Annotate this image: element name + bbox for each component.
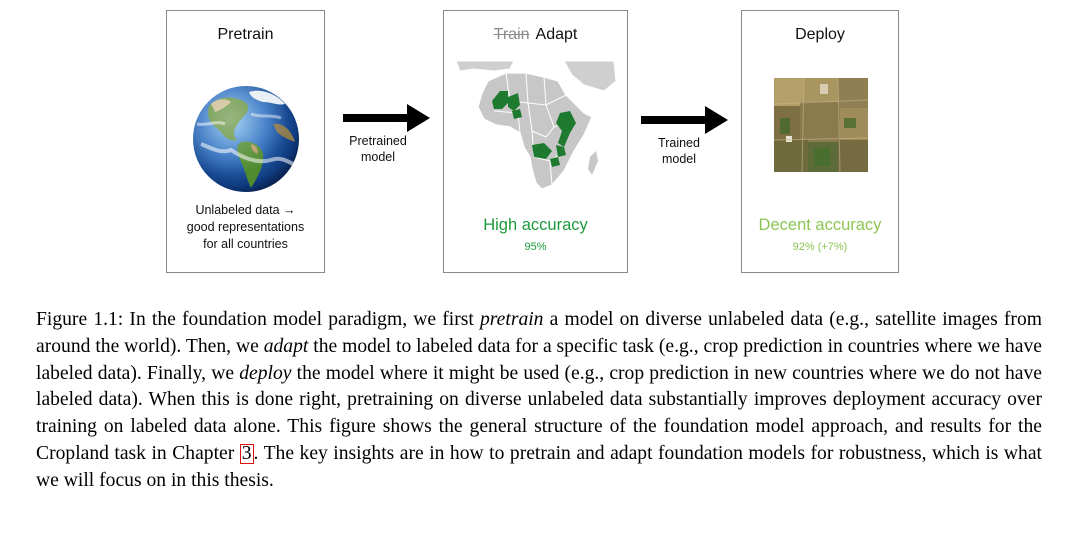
arrow-label-line: Pretrained bbox=[349, 134, 407, 148]
description-line: for all countries bbox=[203, 237, 288, 251]
arrow2-label bbox=[634, 135, 724, 167]
adapt-accuracy-value: 95% bbox=[524, 241, 547, 253]
deploy-accuracy-label: Decent accuracy bbox=[758, 216, 882, 234]
pretrain-panel bbox=[166, 10, 325, 273]
caption-emphasis: deploy bbox=[239, 362, 292, 384]
pretrain-description bbox=[171, 202, 320, 253]
caption-text: . The key insights are in how to pretrain and adapt foundation models for robustness, which is what we will focus on in this thesis. bbox=[36, 442, 1042, 491]
caption-text: the model to labeled data for a specific task (e.g., crop prediction in countries where we have labeled data). Finally, we bbox=[36, 335, 1042, 384]
struck-train-text: Train bbox=[493, 26, 530, 43]
deploy-panel bbox=[741, 10, 899, 273]
chapter-reference-link[interactable]: 3 bbox=[241, 442, 252, 464]
arrow-label-line: Trained bbox=[658, 136, 700, 150]
arrow-right-icon bbox=[641, 105, 729, 135]
caption-emphasis: adapt bbox=[263, 335, 309, 357]
arrow-label-line: model bbox=[661, 152, 697, 166]
caption-emphasis: pretrain bbox=[479, 309, 544, 330]
adapt-panel bbox=[443, 10, 628, 273]
caption-text: In the foundation model paradigm, we first bbox=[123, 309, 480, 330]
figure-caption bbox=[36, 307, 1042, 495]
caption-label: Figure 1.1: bbox=[36, 309, 124, 330]
description-line: Unlabeled data → bbox=[195, 203, 296, 217]
earth-globe-image bbox=[191, 84, 301, 194]
satellite-tile-image bbox=[774, 78, 868, 172]
deploy-accuracy-value: 92% (+7%) bbox=[792, 241, 848, 253]
description-line: good representations bbox=[186, 220, 305, 234]
adapt-accuracy-label: High accuracy bbox=[483, 216, 588, 234]
arrow-right-icon bbox=[343, 103, 431, 133]
adapt-title bbox=[444, 26, 627, 44]
arrow-label-line: model bbox=[360, 150, 396, 164]
pretrain-title: Pretrain bbox=[217, 26, 274, 43]
adapt-title-text: Adapt bbox=[535, 26, 578, 43]
caption-text: the model where it might be used (e.g., crop prediction in new countries where we do not have labeled data). When this is done right, pretraining on diverse unlabeled data substantially improves deployment accuracy over training on labeled data alone. This figure shows the general structure of the foundation model approach, and results for the Cropland task in Chapter bbox=[36, 362, 1042, 464]
caption-text: a model on diverse unlabeled data (e.g., satellite images from around the world). Then, we bbox=[36, 309, 1042, 357]
arrow1-label bbox=[333, 133, 423, 165]
deploy-title: Deploy bbox=[795, 26, 845, 43]
africa-map-image bbox=[454, 61, 619, 193]
